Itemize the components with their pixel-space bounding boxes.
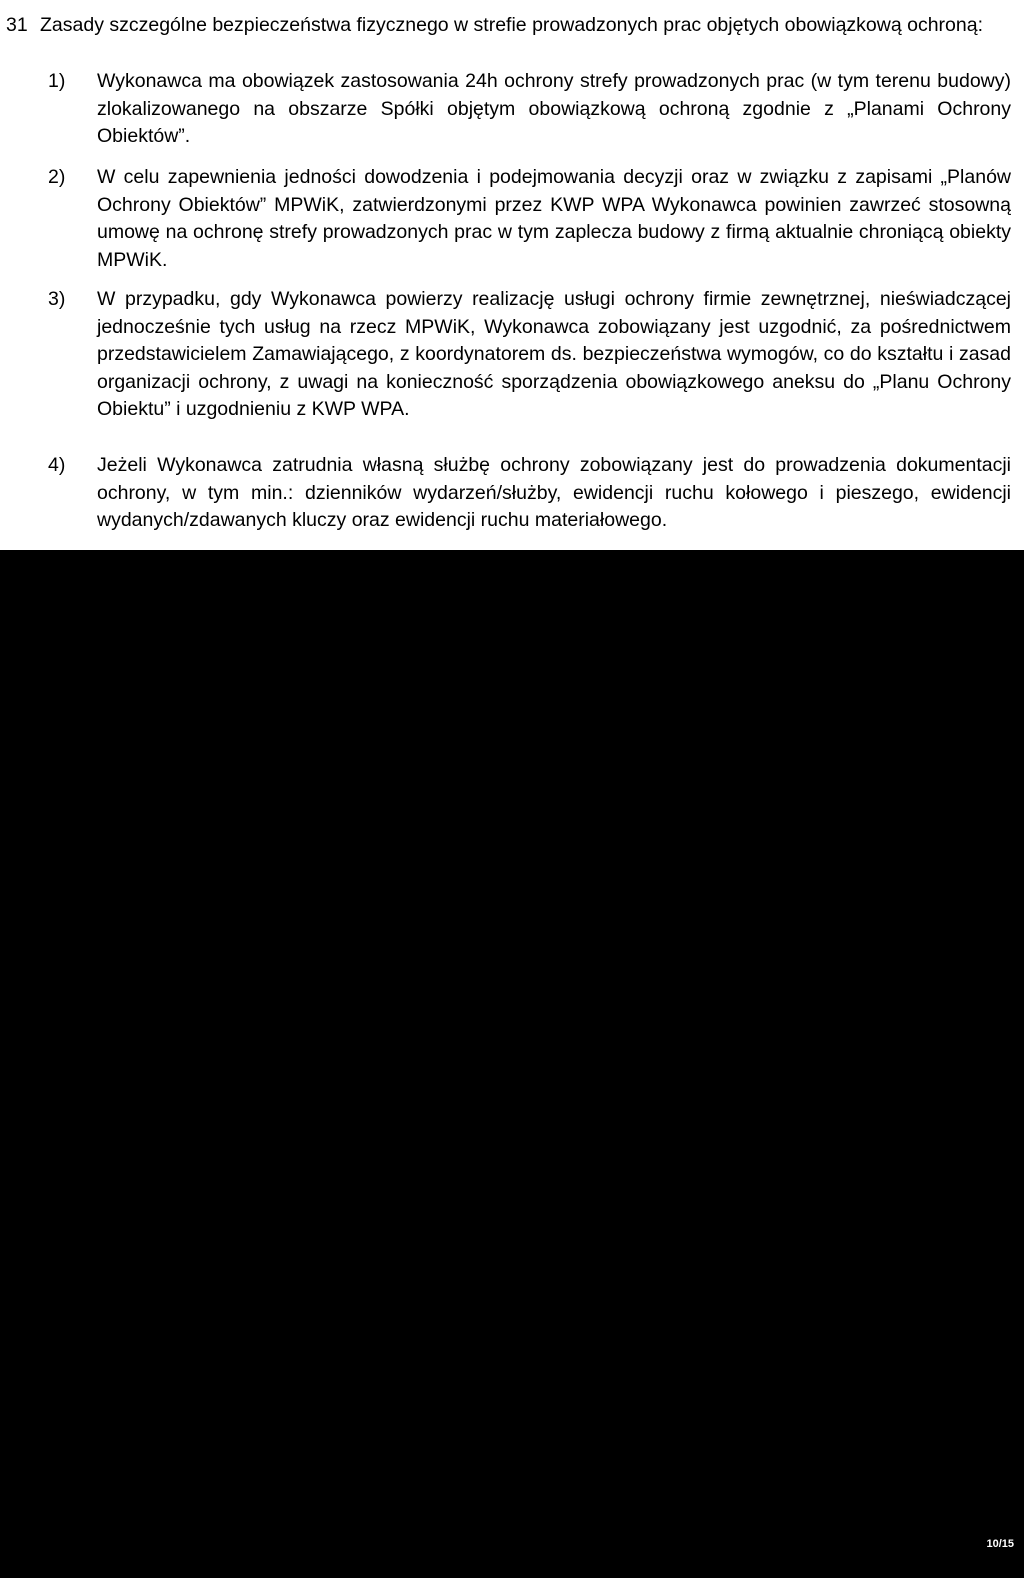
list-item-text: Jeżeli Wykonawca zatrudnia własną służbę ochrony zobowiązany jest do prowadzenia dokumentacji ochrony, w tym min.: dzienników wydarzeń/służby, ewidencji ruchu kołowego i pieszego, ewidencji wydanych/zdawanych kluczy oraz ewidencji ruchu materiałowego.	[97, 454, 1011, 531]
section-title: Zasady szczególne bezpieczeństwa fizycznego w strefie prowadzonych prac objętych obowiązkową ochroną:	[40, 14, 983, 36]
section-title: Zasady organizacji strefy prowadzonych prac:	[40, 642, 436, 664]
section-number: 31	[6, 14, 28, 36]
page-number: 10/15	[986, 1538, 1014, 1550]
list-item-number: 4)	[48, 454, 66, 476]
section-number: 32.	[6, 642, 34, 664]
chapter-title: WYMOGI W ZAKRESIE BHP	[40, 592, 298, 614]
list-item-text: Wykonawca zobowiązany jest do zapewnienia, aby składowanie materiałów budowlanych i sprzętu pomocniczego odbywało się tylko w miejscach wyznaczonych i odpowiednio przygotowanych, w sposób zabezpieczający przed przewróceniem, zsunięciem lub upadkiem tych materiałów i sprzętu.	[97, 1142, 1011, 1219]
list-item-text: Wykonawca zobowiązany jest do zapewnienia, aby narzędzia, maszyny i urządzenia oraz sprzęt pomocniczy stosowane w strefie prowadzonych były sprawne technicznie oraz posiadały wymagane certyfikaty.	[97, 768, 1011, 845]
list-item-number: 1)	[48, 674, 66, 696]
list-item-number: 2)	[48, 768, 66, 790]
list-item-number: 6)	[48, 1142, 66, 1164]
list-item-number: 4)	[48, 955, 66, 977]
list-item-text: Wykonawca zobowiązany jest do oznakowania strefy prowadzonych prac w odpowiedni sposób (np. tablica informacyjna zadania, znaki informujące o zagrożeniach) oraz jej wygrodzenia (taśmą ostrzegawczą, barierkami itp.).	[97, 674, 1011, 751]
list-item-text: W celu zapewnienia jedności dowodzenia i podejmowania decyzji oraz w związku z zapisami „Planów Ochrony Obiektów” MPWiK, zatwierdzonymi przez KWP WPA Wykonawca powinien zawrzeć stosowną umowę na ochronę strefy prowadzonych prac w tym zaplecza budowy z firmą aktualnie chroniącą obiekty MPWiK.	[97, 166, 1011, 271]
list-item-number: 5)	[48, 1077, 66, 1099]
list-item-text: Wykonawca zobowiązany jest do utrzymywania w należytym porządku i czystości strefy prowadzonych prac, dróg transportowych, placów manewrowych oraz miejsc składowania i przechowywania materiałów.	[97, 862, 1011, 912]
list-item-text: Wykonawca ma obowiązek zastosowania 24h ochrony strefy prowadzonych prac (w tym terenu budowy) zlokalizowanego na obszarze Spółki objętym obowiązkową ochroną zgodnie z „Planami Ochrony Obiektów”.	[97, 70, 1011, 147]
list-item-number: 2)	[48, 166, 66, 188]
list-item-number: 1)	[48, 70, 66, 92]
list-item-text: Wykonawca zobowiązany jest do skutecznego zabezpieczenia lub wygrodzenia otworów w ziemi, wykopów, kanałów, studni itp.	[97, 1077, 1011, 1127]
list-item-text: W przypadku, gdy Wykonawca powierzy realizację usługi ochrony firmie zewnętrznej, nieświadczącej jednocześnie tych usług na rzecz MPWiK, Wykonawca zobowiązany jest uzgodnić, za pośrednictwem przedstawicielem Zamawiającego, z koordynatorem ds. bezpieczeństwa wymogów, co do kształtu i zasad organizacji ochrony, z uwagi na konieczność sporządzenia obowiązkowego aneksu do „Planu Ochrony Obiektu” i uzgodnieniu z KWP WPA.	[97, 288, 1011, 420]
list-item-number: 3)	[48, 862, 66, 884]
chapter-number: VII.	[6, 592, 36, 614]
list-item-text: Wykonawca zobowiązany jest do wyznaczenia poprzez wygrodzenie i oznakowanie stref niebezpiecznych, w których występuje zwiększone ryzyko spadania z wysokości przedmiotów, potrącenia osób przez środki transportu, urządzenia mechaniczne lub przemieszczane elementy, a także przygniecenia przez składowane materiały.	[97, 955, 1011, 1060]
list-item-number: 3)	[48, 288, 66, 310]
